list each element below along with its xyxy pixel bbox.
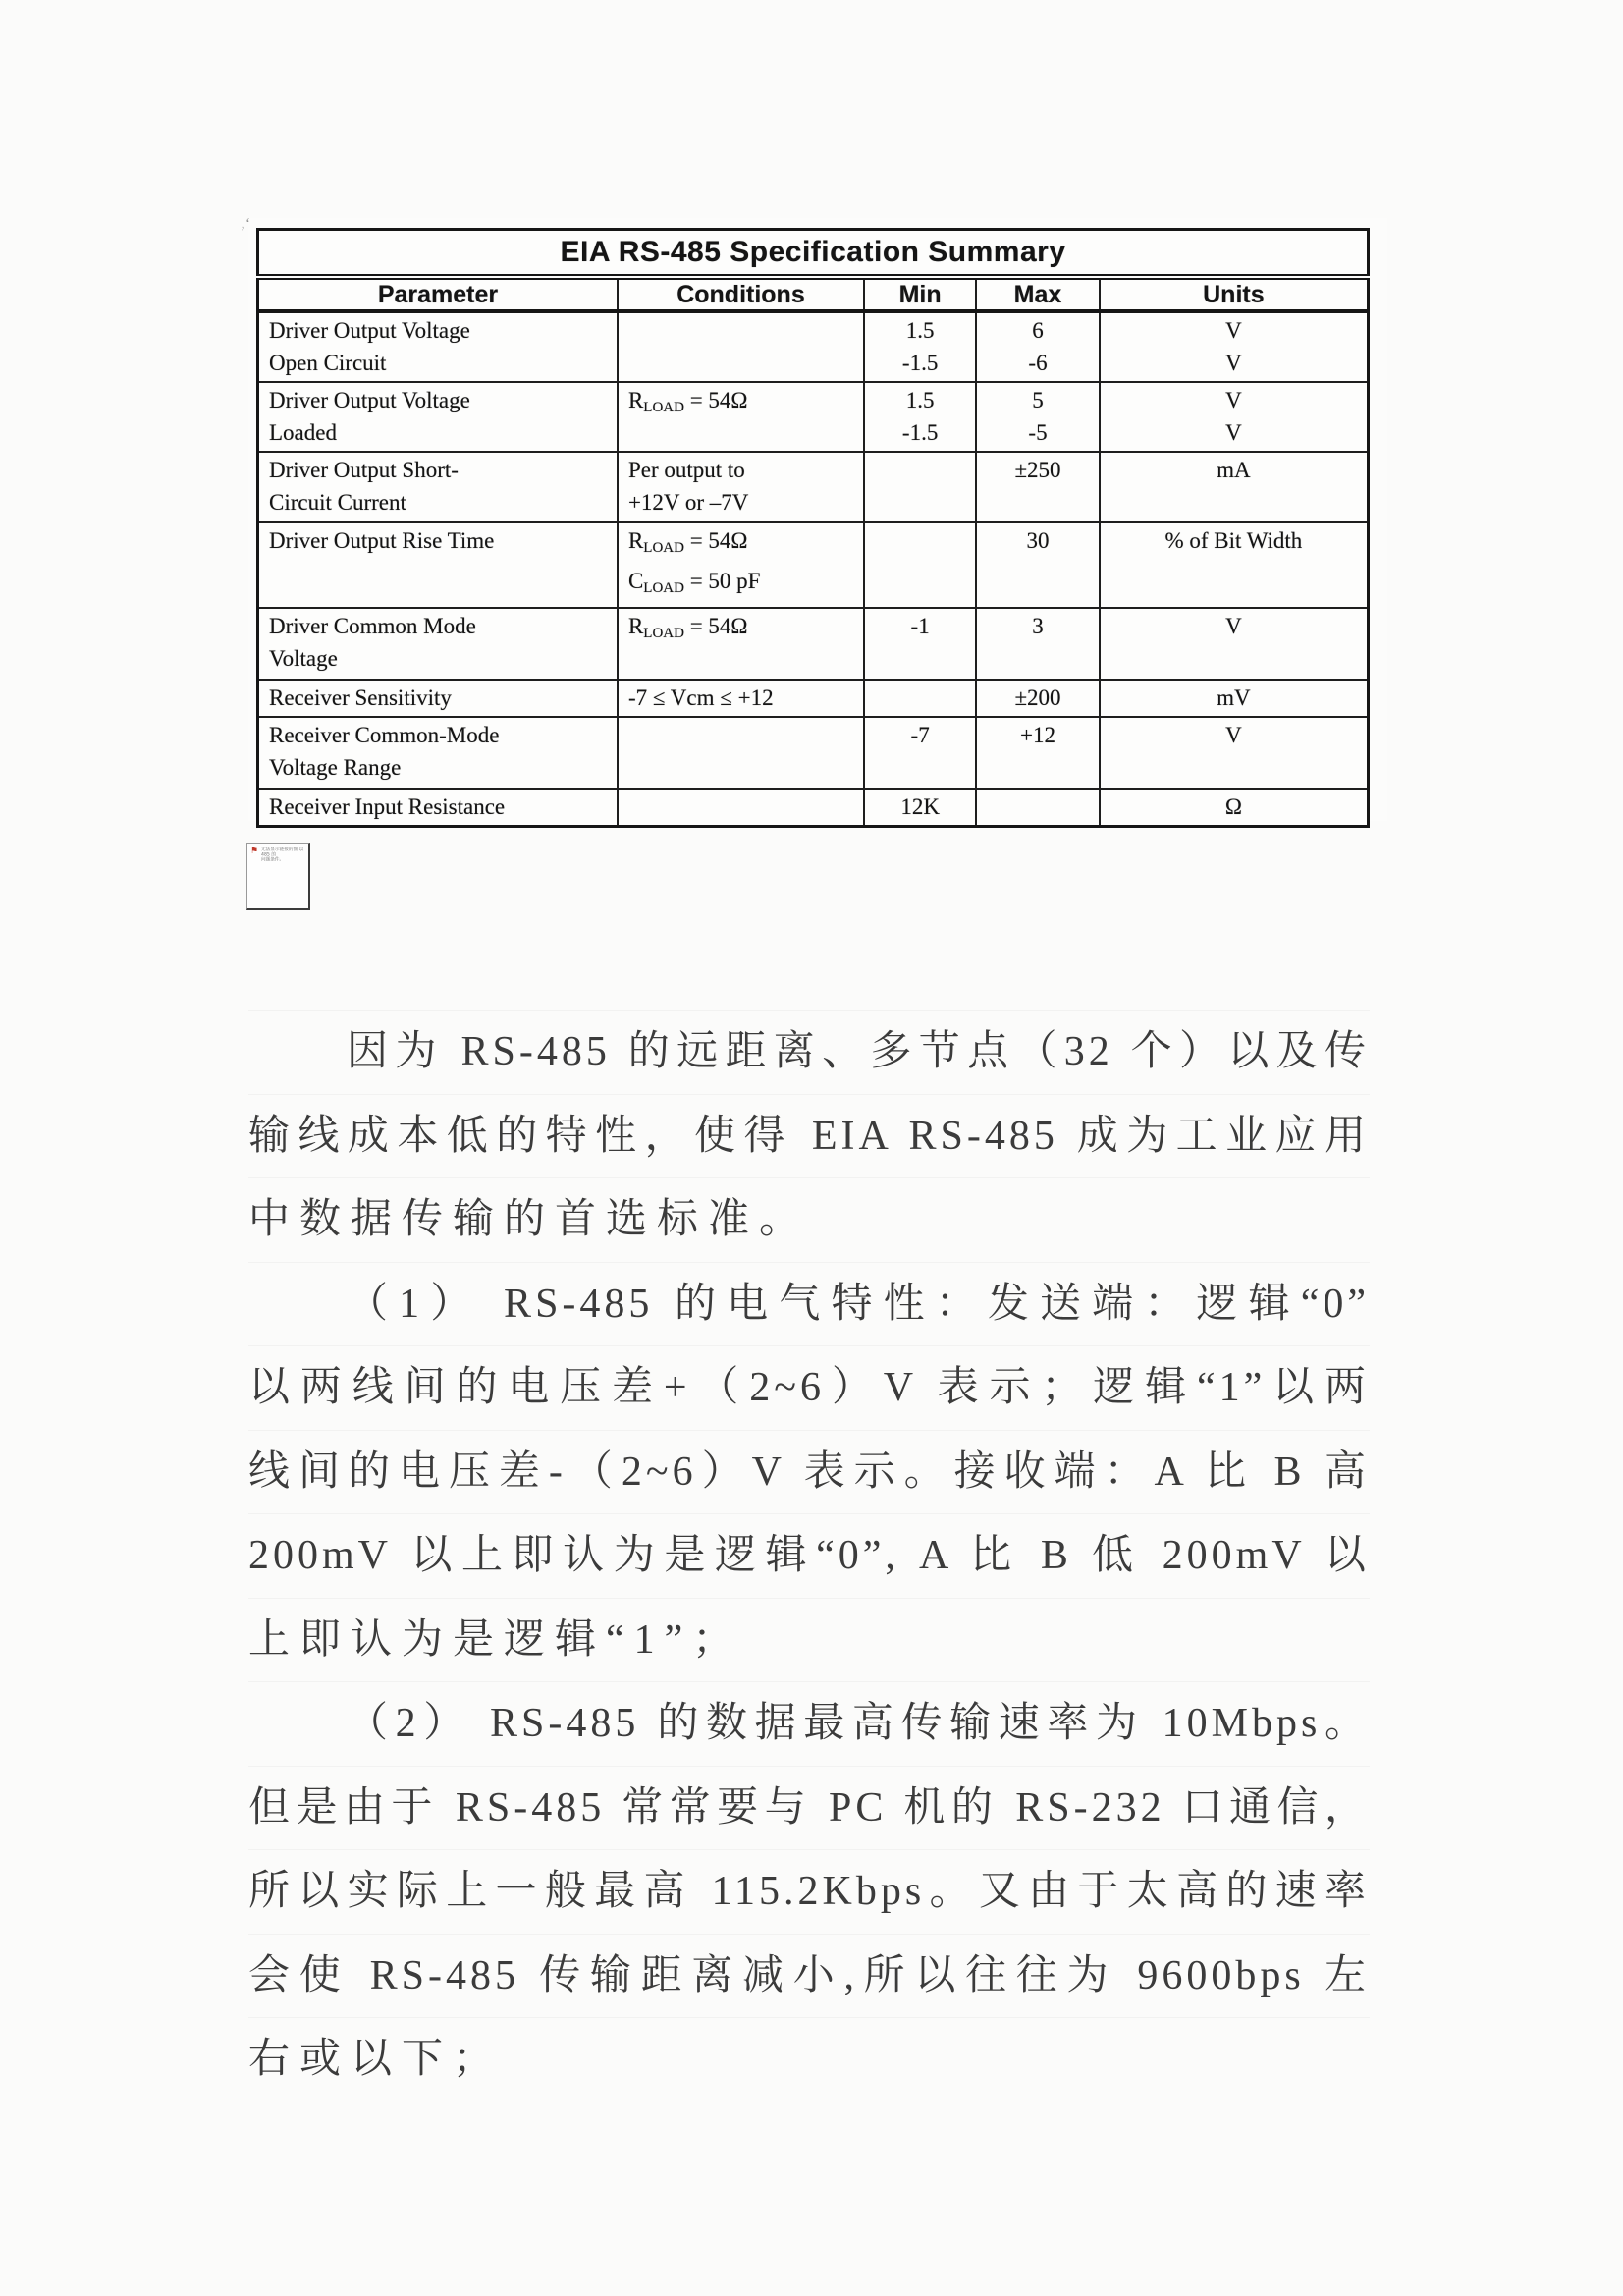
cell-line: Voltage <box>269 646 338 671</box>
table-row <box>258 452 1369 522</box>
cell-max <box>976 608 1100 680</box>
column-header-min: Min <box>864 277 976 311</box>
cell-max <box>976 680 1100 717</box>
cell-line: -5 <box>1028 420 1048 445</box>
text-line: 右或以下； <box>248 2017 1370 2102</box>
cell-line: 5 <box>1032 388 1044 412</box>
table-row <box>258 680 1369 717</box>
cell-parameter <box>258 680 618 717</box>
cell-line: Receiver Sensitivity <box>269 685 452 710</box>
table-title-row <box>258 230 1369 278</box>
cell-line: 3 <box>1032 614 1044 638</box>
subscript: LOAD <box>643 580 684 596</box>
table-header-row <box>258 277 1369 311</box>
text-line: 200mV 以上即认为是逻辑“0”, A 比 B 低 200mV 以 <box>248 1513 1370 1598</box>
cell-max <box>976 311 1100 382</box>
text-line: （1） RS-485 的电气特性：发送端：逻辑“0” <box>248 1262 1370 1346</box>
broken-image-alt-text <box>261 847 305 862</box>
text-line: 中数据传输的首选标准。 <box>248 1177 1370 1262</box>
text-segment: = 54Ω <box>683 614 748 638</box>
cell-max <box>976 522 1100 608</box>
cell-line: Driver Common Mode <box>269 614 476 638</box>
table-title: EIA RS-485 Specification Summary <box>258 230 1369 278</box>
cell-line: Driver Output Voltage <box>269 388 470 412</box>
text-segment: = 54Ω <box>683 388 748 412</box>
cell-max <box>976 789 1100 827</box>
cell-line <box>628 565 853 605</box>
cell-line: Per output to <box>627 458 745 482</box>
cell-conditions <box>618 452 864 522</box>
table-row <box>258 311 1369 382</box>
cell-line: V <box>1225 388 1242 412</box>
table-row <box>258 382 1369 452</box>
cell-line: % of Bit Width <box>1164 528 1303 553</box>
cell-conditions <box>618 789 864 827</box>
text-segment: = 54Ω <box>683 528 748 553</box>
cell-line <box>628 524 853 565</box>
cell-line: Voltage Range <box>269 755 402 780</box>
cell-line: +12 <box>1020 723 1055 747</box>
cell-line: V <box>1225 420 1242 445</box>
cell-min <box>864 789 976 827</box>
cell-conditions <box>618 608 864 680</box>
cell-units <box>1100 452 1369 522</box>
cell-line: mA <box>1217 458 1251 482</box>
cell-units <box>1100 522 1369 608</box>
cell-line: -7 <box>910 723 930 747</box>
cell-line: Loaded <box>269 420 337 445</box>
cell-parameter <box>258 717 618 789</box>
text-line: 会使 RS-485 传输距离减小,所以往往为 9600bps 左 <box>248 1934 1370 2018</box>
cell-parameter <box>258 311 618 382</box>
column-header-max: Max <box>976 277 1100 311</box>
cell-line: 1.5 <box>905 388 935 412</box>
cell-min <box>864 311 976 382</box>
text-line: （2） RS-485 的数据最高传输速率为 10Mbps。 <box>248 1681 1370 1766</box>
cell-max <box>976 452 1100 522</box>
text-segment: C <box>627 569 644 593</box>
column-header-units: Units <box>1100 277 1369 311</box>
cell-line: 30 <box>1026 528 1050 553</box>
cell-units <box>1100 608 1369 680</box>
cell-min <box>864 522 976 608</box>
cell-line: V <box>1225 614 1242 638</box>
cell-line: Receiver Input Resistance <box>269 794 506 819</box>
table-row <box>258 789 1369 827</box>
cell-line: 1.5 <box>905 318 935 343</box>
text-segment: = 50 pF <box>683 569 761 593</box>
subscript: LOAD <box>643 400 684 415</box>
text-body <box>248 1010 1370 2102</box>
column-header-parameter: Parameter <box>258 277 618 311</box>
cell-units <box>1100 789 1369 827</box>
cell-line: Driver Output Short- <box>269 458 459 482</box>
cell-line: mV <box>1217 685 1251 710</box>
cell-max <box>976 717 1100 789</box>
cell-line: -1 <box>910 614 930 638</box>
cell-parameter <box>258 789 618 827</box>
alt-text-line: 无法显示链接的图 以 485 的 <box>261 847 304 857</box>
table-row <box>258 608 1369 680</box>
cell-min <box>864 680 976 717</box>
cell-conditions <box>618 311 864 382</box>
broken-image-flag-icon: ⚑ <box>250 846 259 855</box>
spec-table <box>256 228 1370 828</box>
cell-parameter <box>258 382 618 452</box>
cell-line: -6 <box>1028 351 1048 375</box>
paragraph <box>248 1010 1370 1262</box>
text-line: 输线成本低的特性，使得 EIA RS-485 成为工业应用 <box>248 1094 1370 1178</box>
column-header-conditions: Conditions <box>618 277 864 311</box>
text-segment: R <box>627 388 644 412</box>
text-line: 以两线间的电压差+（2~6）V 表示；逻辑“1”以两 <box>248 1345 1370 1430</box>
paragraph <box>248 1681 1370 2102</box>
broken-image-placeholder <box>246 843 310 910</box>
cell-conditions <box>618 382 864 452</box>
cell-line: ±250 <box>1014 458 1061 482</box>
paragraph <box>248 1262 1370 1682</box>
cell-line: 6 <box>1032 318 1044 343</box>
cell-line: V <box>1225 723 1242 747</box>
cell-units <box>1100 717 1369 789</box>
cell-line: +12V or –7V <box>627 490 749 515</box>
alt-text-line: 问题条件。 <box>261 856 285 862</box>
text-segment: R <box>627 614 644 638</box>
cell-line: -7 ≤ Vcm ≤ +12 <box>627 685 774 710</box>
cell-line <box>628 384 853 424</box>
spec-table-body <box>258 311 1369 827</box>
cell-min <box>864 608 976 680</box>
text-line: 因为 RS-485 的远距离、多节点（32 个）以及传 <box>248 1010 1370 1094</box>
cell-line: ±200 <box>1014 685 1061 710</box>
cell-conditions <box>618 680 864 717</box>
text-line: 所以实际上一般最高 115.2Kbps。又由于太高的速率 <box>248 1849 1370 1934</box>
cell-parameter <box>258 608 618 680</box>
cell-line: Driver Output Rise Time <box>269 528 495 553</box>
subscript: LOAD <box>643 540 684 556</box>
cell-min <box>864 452 976 522</box>
cell-line: Ω <box>1224 794 1242 819</box>
cell-line: Open Circuit <box>269 351 387 375</box>
cell-line: 12K <box>900 794 940 819</box>
text-line: 线间的电压差-（2~6）V 表示。接收端：A 比 B 高 <box>248 1430 1370 1514</box>
cell-conditions <box>618 717 864 789</box>
text-line: 上即认为是逻辑“1”； <box>248 1598 1370 1682</box>
cell-line: Driver Output Voltage <box>269 318 470 343</box>
table-row <box>258 522 1369 608</box>
cell-units <box>1100 680 1369 717</box>
cell-parameter <box>258 452 618 522</box>
cell-line <box>628 610 853 650</box>
text-line: 但是由于 RS-485 常常要与 PC 机的 RS-232 口通信， <box>248 1766 1370 1850</box>
table-row <box>258 717 1369 789</box>
subscript: LOAD <box>643 626 684 641</box>
cell-units <box>1100 311 1369 382</box>
cell-line: -1.5 <box>901 351 939 375</box>
cell-line: V <box>1225 318 1242 343</box>
cell-min <box>864 382 976 452</box>
cell-parameter <box>258 522 618 608</box>
cell-min <box>864 717 976 789</box>
cell-conditions <box>618 522 864 608</box>
cell-units <box>1100 382 1369 452</box>
cell-max <box>976 382 1100 452</box>
text-segment: R <box>627 528 644 553</box>
cell-line: V <box>1225 351 1242 375</box>
cell-line: Receiver Common-Mode <box>269 723 500 747</box>
scan-artifact: ‚‘ <box>241 216 250 232</box>
cell-line: Circuit Current <box>269 490 406 515</box>
spec-table-image <box>241 216 1387 821</box>
cell-line: -1.5 <box>901 420 939 445</box>
